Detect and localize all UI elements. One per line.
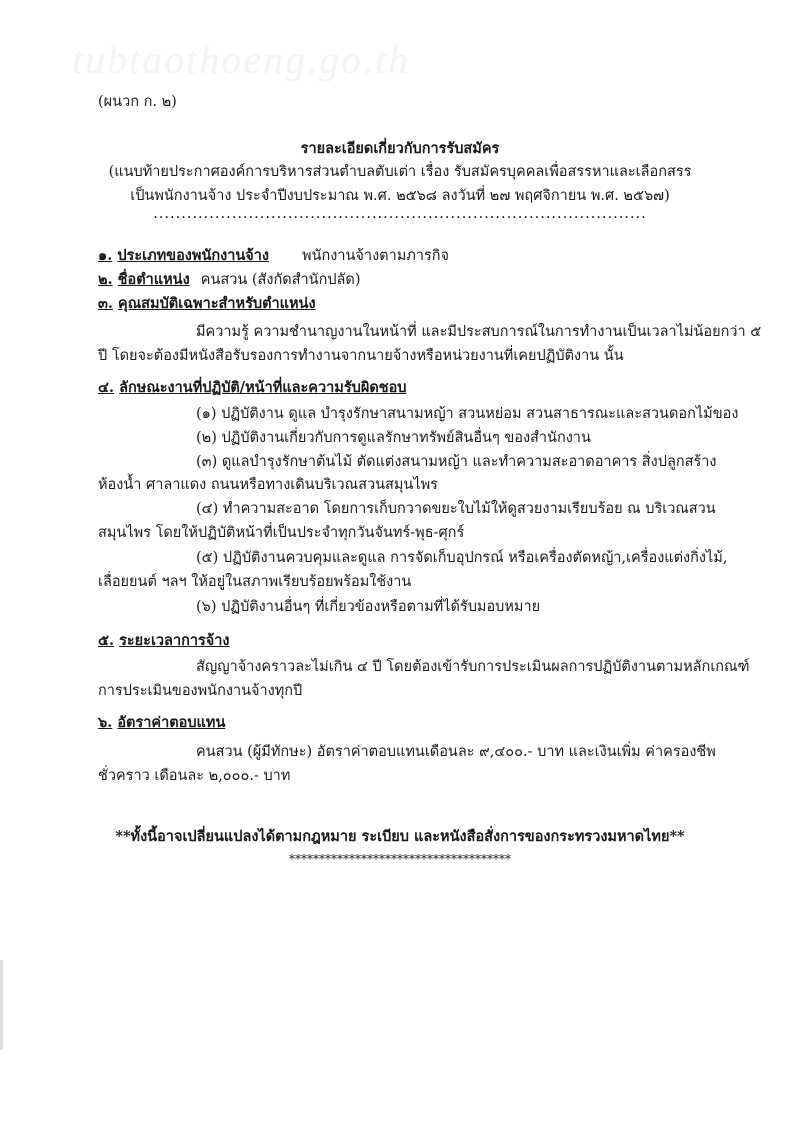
section-4: [98, 376, 407, 399]
section-3: [98, 292, 316, 315]
section-4-item3-line2: ห้องน้ำ ศาลาแดง ถนนหรือทางเดินบริเวณสวนสมุนไพร: [98, 477, 438, 493]
section-3-heading: คุณสมบัติเฉพาะสำหรับตำแหน่ง: [118, 295, 316, 312]
document-subtitle-line1: (แนบท้ายประกาศองค์การบริหารส่วนตำบลตับเต่า เรื่อง รับสมัครบุคคลเพื่อสรรหาและเลือกสรร: [108, 164, 692, 180]
section-2-heading: ชื่อตำแหน่ง: [117, 271, 190, 288]
section-4-item2: (๒) ปฏิบัติงานเกี่ยวกับการดูแลรักษาทรัพย์สินอื่นๆ ของสำนักงาน: [196, 430, 591, 446]
section-3-number: ๓.: [98, 295, 113, 312]
section-5: [98, 629, 230, 652]
section-4-item3-line1: (๓) ดูแลบำรุงรักษาต้นไม้ ตัดแต่งสนามหญ้า และทำความสะอาดอาคาร สิ่งปลูกสร้าง: [196, 454, 717, 470]
section-5-line2: การประเมินของพนักงานจ้างทุกปี: [98, 683, 303, 699]
section-6-line2: ชั่วคราว เดือนละ ๒,๐๐๐.- บาท: [98, 768, 291, 784]
footer-stars: *************************************: [289, 852, 511, 866]
section-1: [98, 244, 449, 267]
section-1-number: ๑.: [98, 247, 113, 264]
document-subtitle-line2: เป็นพนักงานจ้าง ประจำปีงบประมาณ พ.ศ. ๒๕๖๘ ลงวันที่ ๒๗ พฤศจิกายน พ.ศ. ๒๕๖๗): [130, 188, 670, 204]
document-title: รายละเอียดเกี่ยวกับการรับสมัคร: [300, 140, 500, 157]
section-5-number: ๕.: [98, 632, 115, 649]
section-4-item4-line1: (๔) ทำความสะอาด โดยการเก็บกวาดขยะใบไม้ให้ดูสวยงามเรียบร้อย ณ บริเวณสวน: [196, 501, 716, 517]
section-6-line1: คนสวน (ผู้มีทักษะ) อัตราค่าตอบแทนเดือนละ ๙,๔๐๐.- บาท และเงินเพิ่ม ค่าครองชีพ: [196, 744, 716, 760]
section-4-item6: (๖) ปฏิบัติงานอื่นๆ ที่เกี่ยวข้องหรือตามที่ได้รับมอบหมาย: [196, 599, 541, 615]
section-6-number: ๖.: [98, 714, 113, 731]
annex-label: (ผนวก ก. ๒): [98, 94, 177, 110]
section-5-line1: สัญญาจ้างคราวละไม่เกิน ๔ ปี โดยต้องเข้ารับการประเมินผลการปฏิบัติงานตามหลักเกณฑ์: [196, 659, 750, 675]
section-4-heading: ลักษณะงานที่ปฏิบัติ/หน้าที่และความรับผิดชอบ: [119, 379, 407, 396]
watermark: tubtaothoeng.go.th: [72, 37, 411, 82]
section-4-item5-line2: เลื่อยยนต์ ฯลฯ ให้อยู่ในสภาพเรียบร้อยพร้อมใช้งาน: [98, 574, 412, 590]
section-2: [98, 268, 361, 291]
section-4-item4-line2: สมุนไพร โดยให้ปฏิบัติหน้าที่เป็นประจำทุกวันจันทร์-พุธ-ศุกร์: [98, 525, 465, 541]
section-4-item1: (๑) ปฏิบัติงาน ดูแล บำรุงรักษาสนามหญ้า สวนหย่อม สวนสาธารณะและสวนดอกไม้ของ: [196, 406, 739, 422]
footer-note: **ทั้งนี้อาจเปลี่ยนแปลงได้ตามกฎหมาย ระเบียบ และหนังสือสั่งการของกระทรวงมหาดไทย**: [115, 828, 685, 845]
section-3-line2: ปี โดยจะต้องมีหนังสือรับรองการทำงานจากนายจ้างหรือหน่วยงานที่เคยปฏิบัติงาน นั้น: [98, 348, 624, 364]
section-5-heading: ระยะเวลาการจ้าง: [119, 632, 230, 649]
section-6: [98, 711, 225, 734]
scan-edge-mark: [0, 960, 3, 1050]
section-6-heading: อัตราค่าตอบแทน: [117, 714, 226, 731]
section-2-number: ๒.: [98, 271, 113, 288]
section-1-heading: ประเภทของพนักงานจ้าง: [117, 247, 269, 264]
section-2-value: คนสวน (สังกัดสำนักปลัด): [200, 272, 361, 288]
section-3-line1: มีความรู้ ความชำนาญงานในหน้าที่ และมีประสบการณ์ในการทำงานเป็นเวลาไม่น้อยกว่า ๕: [196, 324, 762, 340]
section-4-number: ๔.: [98, 379, 115, 396]
section-4-item5-line1: (๕) ปฏิบัติงานควบคุมและดูแล การจัดเก็บอุปกรณ์ หรือเครื่องตัดหญ้า,เครื่องแต่งกิ่งไม้,: [196, 550, 728, 566]
section-1-value: พนักงานจ้างตามภารกิจ: [302, 248, 450, 264]
title-divider: ........................................................................................: [153, 206, 647, 222]
